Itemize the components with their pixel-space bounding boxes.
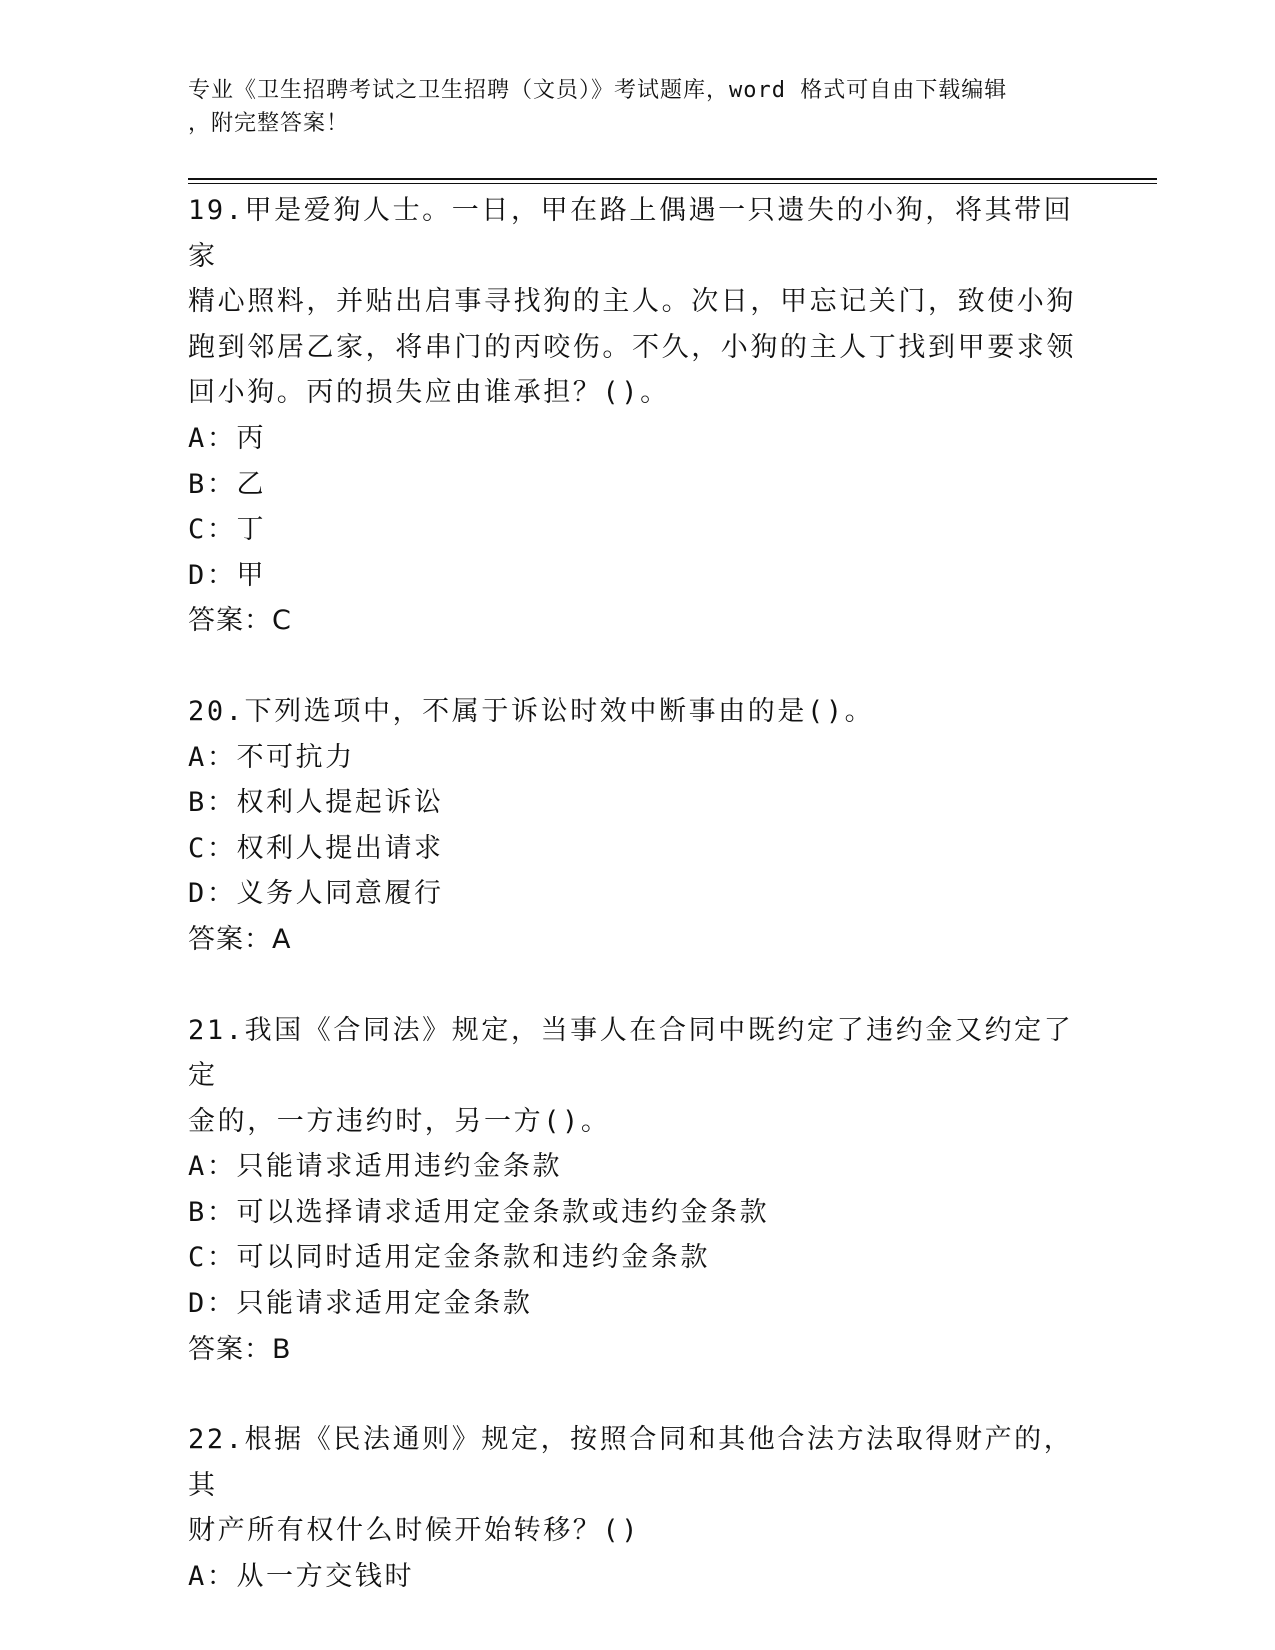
question-21 (188, 1008, 1088, 1373)
header-divider-thick (188, 178, 1157, 180)
question-20 (188, 689, 1088, 963)
question-stem-line: 20.下列选项中，不属于诉讼时效中断事由的是()。 (188, 695, 875, 727)
option-a: A：丙 (188, 422, 267, 454)
question-stem-line: 21.我国《合同法》规定，当事人在合同中既约定了违约金又约定了定 (188, 1014, 1074, 1092)
question-19 (188, 188, 1088, 644)
option-a: A：不可抗力 (188, 741, 355, 773)
header-line-2: ，附完整答案！ (188, 111, 350, 136)
question-stem-line: 回小狗。丙的损失应由谁承担？()。 (188, 377, 670, 409)
option-c: C：丁 (188, 514, 267, 546)
question-list (188, 188, 1088, 1600)
question-stem-line: 22.根据《民法通则》规定，按照合同和其他合法方法取得财产的，其 (188, 1424, 1074, 1501)
option-d: D：只能请求适用定金条款 (188, 1288, 533, 1320)
question-stem-line: 财产所有权什么时候开始转移？() (188, 1515, 641, 1547)
document-header (188, 74, 1068, 140)
answer-line: 答案：A (188, 923, 292, 955)
answer-line: 答案：B (188, 1333, 292, 1365)
answer-line: 答案：C (188, 605, 292, 637)
option-c: C：可以同时适用定金条款和违约金条款 (188, 1242, 711, 1274)
option-b: B：权利人提起诉讼 (188, 787, 444, 819)
option-a: A：从一方交钱时 (188, 1561, 415, 1593)
header-line-1: 专业《卫生招聘考试之卫生招聘（文员）》考试题库，word 格式可自由下载编辑 (188, 78, 1008, 103)
option-b: B：可以选择请求适用定金条款或违约金条款 (188, 1196, 770, 1228)
question-stem-line: 金的，一方违约时，另一方()。 (188, 1105, 611, 1137)
question-stem-line: 精心照料，并贴出启事寻找狗的主人。次日，甲忘记关门，致使小狗 (188, 286, 1076, 318)
option-d: D：义务人同意履行 (188, 878, 444, 910)
question-22 (188, 1417, 1088, 1599)
option-b: B：乙 (188, 468, 267, 500)
question-stem-line: 跑到邻居乙家，将串门的丙咬伤。不久，小狗的主人丁找到甲要求领 (188, 331, 1076, 363)
option-d: D：甲 (188, 559, 267, 591)
question-stem-line: 19.甲是爱狗人士。一日，甲在路上偶遇一只遗失的小狗，将其带回家 (188, 195, 1074, 272)
option-c: C：权利人提出请求 (188, 832, 444, 864)
header-divider-thin (188, 183, 1157, 184)
option-a: A：只能请求适用违约金条款 (188, 1151, 563, 1183)
